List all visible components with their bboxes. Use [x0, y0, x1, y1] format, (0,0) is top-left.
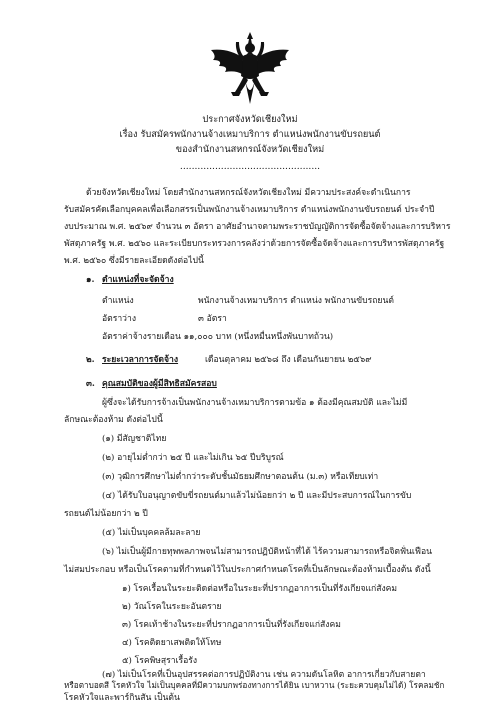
- section3-intro: ลักษณะต้องห้าม ดังต่อไปนี้: [64, 415, 163, 425]
- disease-item: ๒) วัณโรคในระยะอันตราย: [122, 602, 222, 612]
- qualification-item: (๕) ไม่เป็นบุคคลล้มละลาย: [102, 528, 201, 538]
- disease-item: ๔) โรคติดยาเสพติดให้โทษ: [122, 638, 222, 648]
- section3-number: ๓.: [86, 379, 95, 389]
- announcement-title: ประกาศจังหวัดเชียงใหม่: [202, 114, 298, 125]
- qualification-item-continued: รถยนต์ไม่น้อยกว่า ๒ ปี: [64, 509, 148, 519]
- section2-title: ระยะเวลาการจัดจ้าง: [102, 355, 179, 365]
- intro-line: พัสดุภาครัฐ พ.ศ. ๒๕๖๐ และระเบียบกระทรวงการคลังว่าด้วยการจัดซื้อจัดจ้างและการบริหารพัสดุภาครัฐ: [64, 239, 445, 249]
- rate-label: อัตราว่าง: [102, 314, 137, 324]
- section3-title: คุณสมบัติของผู้มีสิทธิสมัครสอบ: [102, 379, 217, 389]
- qualification-item: (๗) ไม่เป็นโรคที่เป็นอุปสรรคต่อการปฏิบัติงาน เช่น ความดันโลหิต อาการเกี่ยวกับสายตา: [102, 670, 426, 680]
- section2-text: เดือนตุลาคม ๒๕๖๘ ถึง เดือนกันยายน ๒๕๖๙: [205, 355, 372, 365]
- announcement-subject: เรื่อง รับสมัครพนักงานจ้างเหมาบริการ ตำแหน่งพนักงานขับรถยนต์: [119, 129, 381, 140]
- wage-text: อัตราค่าจ้างรายเดือน ๑๑,๐๐๐ บาท (หนึ่งหมื่นหนึ่งพันบาทถ้วน): [102, 332, 334, 342]
- section1-title: ตำแหน่งที่จะจัดจ้าง: [102, 275, 174, 285]
- garuda-emblem-icon: [205, 30, 295, 106]
- section1-number: ๑.: [86, 275, 95, 285]
- rate-value: ๓ อัตรา: [198, 314, 227, 324]
- intro-line: รับสมัครคัดเลือกบุคคลเพื่อเลือกสรรเป็นพนักงานจ้างเหมาบริการ ตำแหน่งพนักงานขับรถยนต์ ประจำปี: [64, 205, 435, 215]
- heading-separator: ................................................: [179, 161, 321, 172]
- intro-line: พ.ศ. ๒๕๖๐ ซึ่งมีรายละเอียดดังต่อไปนี้: [64, 256, 204, 266]
- section3-intro: ผู้ซึ่งจะได้รับการจ้างเป็นพนักงานจ้างเหมาบริการตามข้อ ๑ ต้องมีคุณสมบัติ และไม่มี: [102, 398, 408, 408]
- qualification-item: (๑) มีสัญชาติไทย: [102, 434, 167, 444]
- disease-item: ๑) โรคเรื้อนในระยะติดต่อหรือในระยะที่ปรากฏอาการเป็นที่รังเกียจแก่สังคม: [122, 584, 398, 594]
- qualification-item: (๔) ได้รับใบอนุญาตขับขี่รถยนต์มาแล้วไม่น้อยกว่า ๒ ปี และมีประสบการณ์ในการขับ: [102, 491, 412, 501]
- qualification-item: (๓) วุฒิการศึกษาไม่ต่ำกว่าระดับชั้นมัธยมศึกษาตอนต้น (ม.๓) หรือเทียบเท่า: [102, 472, 379, 482]
- disease-item: ๕) โรคพิษสุราเรื้อรัง: [122, 656, 198, 666]
- intro-line: ด้วยจังหวัดเชียงใหม่ โดยสำนักงานสหกรณ์จังหวัดเชียงใหม่ มีความประสงค์จะดำเนินการ: [86, 188, 411, 198]
- position-label: ตำแหน่ง: [102, 296, 134, 306]
- qualification-item: (๒) อายุไม่ต่ำกว่า ๒๕ ปี และไม่เกิน ๖๕ ปีบริบูรณ์: [102, 453, 284, 463]
- qualification-item-continued: โรคหัวใจและพาร์กินสัน เป็นต้น: [64, 693, 180, 703]
- qualification-item-continued: ไม่สมประกอบ หรือเป็นโรคตามที่กำหนดไว้ในประกาศกำหนดโรคที่เป็นลักษณะต้องห้ามเบื้องต้น ดังนี้: [64, 565, 431, 575]
- qualification-item-continued: หรือตาบอดสี โรคหัวใจ ไม่เป็นบุคคลที่มีความบกพร่องทางการได้ยิน เบาหวาน (ระยะควบคุมไม่ได้) โรคลมชัก: [64, 680, 445, 690]
- intro-line: งบประมาณ พ.ศ. ๒๕๖๙ จำนวน ๓ อัตรา อาศัยอำนาจตามพระราชบัญญัติการจัดซื้อจัดจ้างและการบริหาร: [64, 222, 451, 232]
- disease-item: ๓) โรคเท้าช้างในระยะที่ปรากฏอาการเป็นที่รังเกียจแก่สังคม: [122, 620, 341, 630]
- position-value: พนักงานจ้างเหมาบริการ ตำแหน่ง พนักงานขับรถยนต์: [198, 296, 394, 306]
- announcement-office: ของสำนักงานสหกรณ์จังหวัดเชียงใหม่: [175, 144, 325, 155]
- qualification-item: (๖) ไม่เป็นผู้มีกายทุพพลภาพจนไม่สามารถปฏิบัติหน้าที่ได้ ไร้ความสามารถหรือจิตฟั่นเฟือน: [102, 547, 432, 557]
- section2-number: ๒.: [86, 355, 95, 365]
